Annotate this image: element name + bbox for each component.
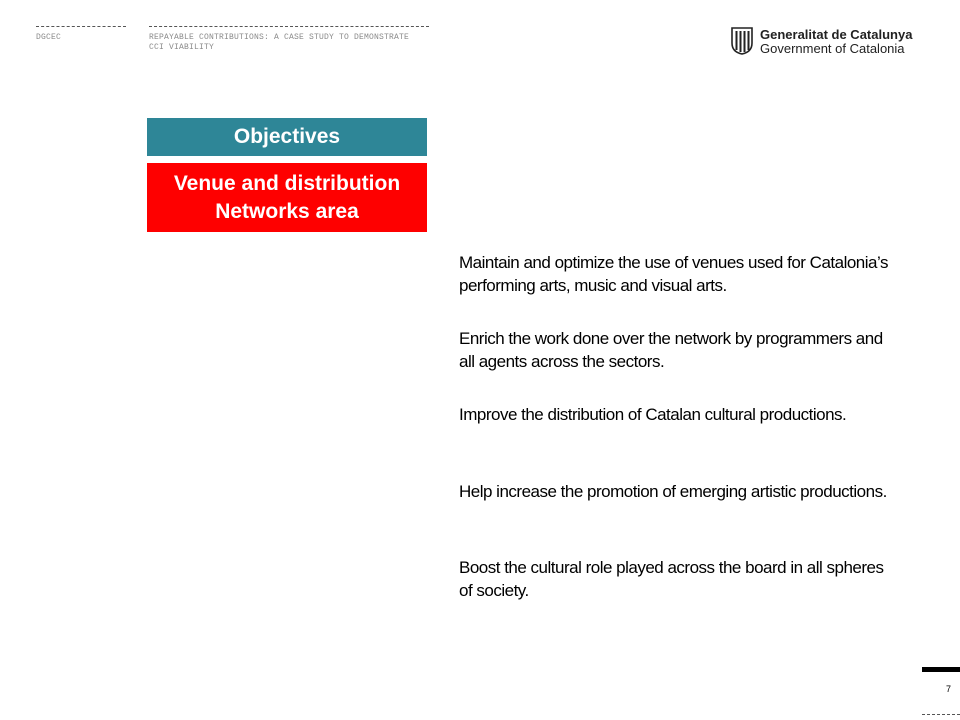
header-presentation-title: REPAYABLE CONTRIBUTIONS: A CASE STUDY TO DEMONSTRATE CCI VIABILITY [149,33,410,52]
objective-item: Improve the distribution of Catalan cultural productions. [459,405,847,424]
area-heading-line2: Networks area [215,200,359,223]
objective-item: Boost the cultural role played across the board in all spheres of society. [459,558,884,600]
area-heading-box [147,163,427,232]
header-department-code: DGCEC [36,33,62,42]
page-number: 7 [946,684,952,694]
catalonia-emblem-icon [730,27,754,55]
area-heading-line1: Venue and distribution [173,172,401,195]
objective-item: Enrich the work done over the network by programmers and all agents across the sectors. [459,329,883,371]
logo-title: Generalitat de Catalunya [760,27,913,42]
generalitat-logo [730,27,930,57]
objective-item: Maintain and optimize the use of venues used for Catalonia’s performing arts, music and visual arts. [459,253,888,295]
header-divider-left [36,26,126,27]
page-number-bar [922,667,960,672]
logo-subtitle: Government of Catalonia [760,41,905,56]
footer-divider [922,714,960,715]
objective-item: Help increase the promotion of emerging artistic productions. [459,482,887,501]
header-divider-title [149,26,429,27]
objectives-heading: Objectives [147,118,427,156]
